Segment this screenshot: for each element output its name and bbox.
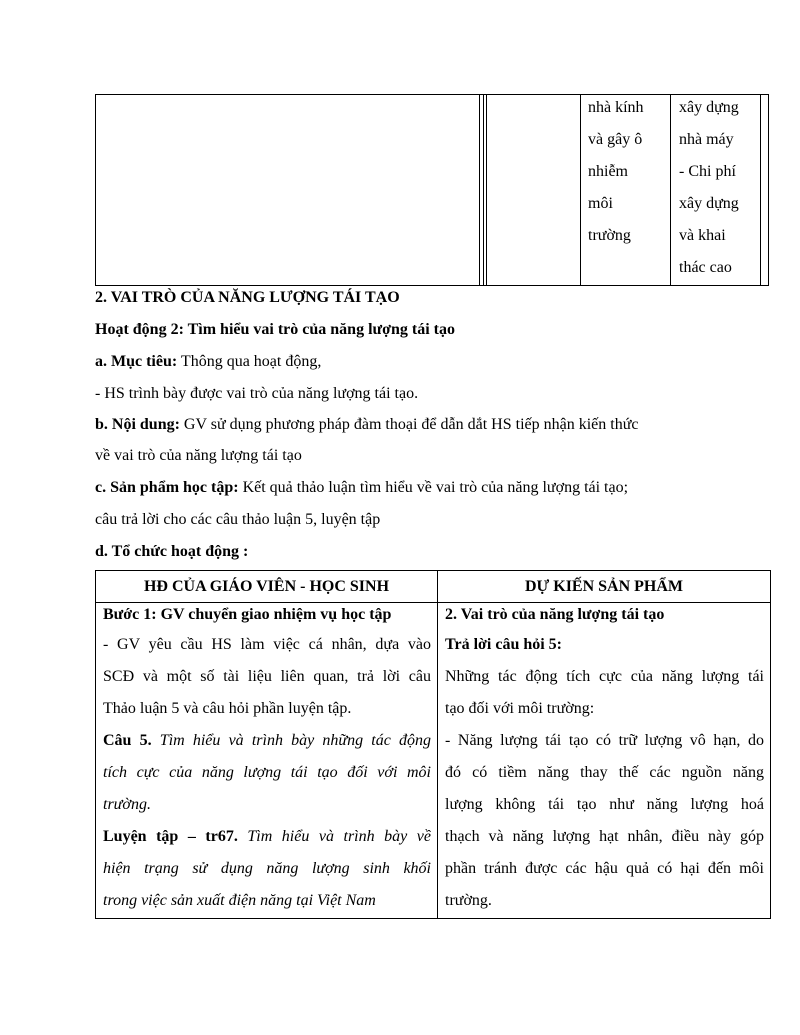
text-line: thạch và năng lượng hạt nhân, điều này góp: [445, 828, 764, 845]
text-line: SCĐ và một số tài liệu liên quan, trả lời câu: [103, 668, 431, 685]
teacher-column: [103, 603, 431, 917]
product-line: câu trả lời cho các câu thảo luận 5, luyện tập: [95, 511, 381, 528]
product-paragraph: [95, 478, 628, 498]
text-line: đó có tiềm năng thay thế các nguồn năng: [445, 764, 764, 781]
content-line: về vai trò của năng lượng tái tạo: [95, 447, 302, 464]
product-label: c. Sản phẩm học tập:: [95, 479, 239, 496]
objective-line: - HS trình bày được vai trò của năng lượng tái tạo.: [95, 385, 419, 402]
header-teacher-student: HĐ CỦA GIÁO VIÊN - HỌC SINH: [143, 578, 390, 595]
text-line: lượng không tái tạo như năng lượng hoá: [445, 796, 764, 813]
text-line: Những tác động tích cực của năng lượng tái: [445, 668, 764, 685]
objective-text: Thông qua hoạt động,: [177, 353, 322, 370]
cell-line: - Chi phí: [679, 163, 736, 180]
text-line: trường.: [103, 796, 151, 813]
question-5: [103, 725, 431, 757]
text-line: trong việc sản xuất điện năng tại Việt Nam: [103, 892, 376, 909]
answer-label: Trả lời câu hỏi 5:: [445, 636, 563, 653]
table-divider: [760, 95, 761, 285]
cell-line: thác cao: [679, 259, 732, 276]
text-line: tạo đối với môi trường:: [445, 700, 595, 717]
text-line: trường.: [445, 892, 492, 909]
content-paragraph: [95, 415, 638, 435]
cell-line: xây dựng: [679, 195, 739, 212]
table-divider: [670, 95, 671, 285]
table-column-rule: [437, 571, 438, 918]
organization-label: d. Tổ chức hoạt động :: [95, 543, 249, 560]
text-line: hiện trạng sử dụng năng lượng sinh khối: [103, 860, 431, 877]
objective-label: a. Mục tiêu:: [95, 353, 178, 370]
text-line: Thảo luận 5 và câu hỏi phần luyện tập.: [103, 700, 352, 717]
cell-line: nhiễm: [588, 163, 628, 180]
question-5-label: Câu 5.: [103, 732, 152, 749]
practice-label: Luyện tập – tr67.: [103, 828, 238, 845]
cell-line: và gây ô: [588, 131, 643, 148]
product-text: Kết quả thảo luận tìm hiểu về vai trò của năng lượng tái tạo;: [238, 479, 629, 496]
content-text: GV sử dụng phương pháp đàm thoại để dẫn dắt HS tiếp nhận kiến thức: [179, 416, 639, 433]
table-divider: [483, 95, 484, 285]
cell-line: trường: [588, 227, 631, 244]
step-title: Bước 1: GV chuyển giao nhiệm vụ học tập: [103, 606, 392, 623]
table-cell-costs: [679, 92, 739, 284]
practice-question: [103, 821, 431, 853]
answer-title: 2. Vai trò của năng lượng tái tạo: [445, 606, 665, 623]
activity-table: [95, 570, 771, 919]
objective-paragraph: [95, 352, 321, 372]
continued-table: [95, 94, 769, 286]
cell-line: nhà kính: [588, 99, 644, 116]
header-expected-product: DỰ KIẾN SẢN PHẨM: [524, 578, 684, 595]
table-cell-effects: [588, 92, 644, 252]
product-column: [445, 603, 764, 917]
text-line: - Năng lượng tái tạo có trữ lượng vô hạn, do: [445, 732, 764, 749]
cell-line: nhà máy: [679, 131, 734, 148]
text-line: - GV yêu cầu HS làm việc cá nhân, dựa vào: [103, 636, 431, 653]
section-heading: 2. VAI TRÒ CỦA NĂNG LƯỢNG TÁI TẠO: [95, 289, 400, 306]
text-line: phần tránh được các hậu quả có hại đến môi: [445, 860, 764, 877]
table-divider: [580, 95, 581, 285]
cell-line: môi: [588, 195, 613, 212]
table-divider: [486, 95, 487, 285]
content-label: b. Nội dung:: [95, 416, 180, 433]
text-line: tích cực của năng lượng tái tạo đối với môi: [103, 764, 431, 781]
question-5-text: Tìm hiểu và trình bày những tác động: [151, 732, 431, 749]
activity-title: Hoạt động 2: Tìm hiểu vai trò của năng lượng tái tạo: [95, 321, 455, 338]
practice-text: Tìm hiểu và trình bày về: [237, 828, 431, 845]
cell-line: xây dựng: [679, 99, 739, 116]
table-divider: [479, 95, 480, 285]
cell-line: và khai: [679, 227, 726, 244]
